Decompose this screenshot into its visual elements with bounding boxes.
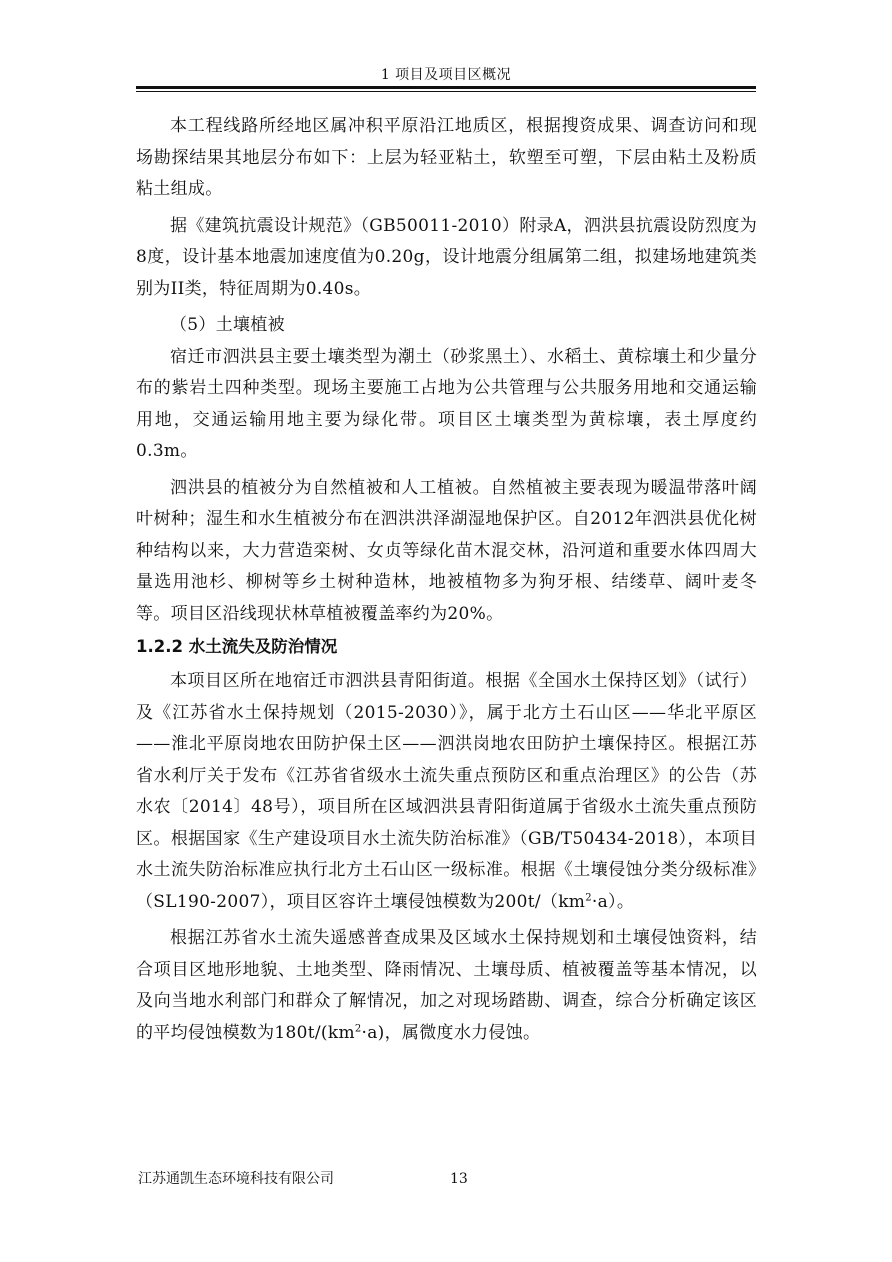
section-heading-text: 1.2.2 水土流失及防治情况 bbox=[136, 637, 338, 656]
header-rule-thin bbox=[136, 91, 756, 92]
superscript-2: 2 bbox=[354, 1022, 362, 1034]
superscript-2: 2 bbox=[585, 891, 592, 903]
paragraph-geology: 本工程线路所经地区属冲积平原沿江地质区，根据搜资成果、调查访问和现场勘探结果其地层分布如下：上层为轻亚粘土，软塑至可塑，下层由粘土及粉质粘土组成。 bbox=[136, 116, 757, 199]
paragraph-seismic: 据《建筑抗震设计规范》（GB50011-2010）附录A，泗洪县抗震设防烈度为8度，设计基本地震加速度值为0.20g，设计地震分组属第二组，拟建场地建筑类别为II类，特征周期为0.40s。 bbox=[136, 215, 757, 299]
paragraph-erosion-modulus bbox=[136, 923, 757, 1049]
paragraph-erosion-zoning bbox=[136, 666, 757, 918]
section-heading-soil-erosion bbox=[136, 634, 757, 660]
footer-company-name: 江苏通凯生态环境科技有限公司 bbox=[138, 1171, 334, 1187]
header-rule-thick bbox=[136, 86, 756, 89]
paragraph-vegetation: 泗洪县的植被分为自然植被和人工植被。自然植被主要表现为暖温带落叶阔叶树种；湿生和水生植被分布在泗洪洪泽湖湿地保护区。自2012年泗洪县优化树种结构以来，大力营造栾树、女贞等绿化苗木混交林，沿河道和重要水体四周大量选用池杉、柳树等乡土树种造林，地被植物多为狗牙根、结缕草、阔叶麦冬等。项目区沿线现状林草植被覆盖率约为20%。 bbox=[136, 477, 757, 624]
chapter-header-title: 1 项目及项目区概况 bbox=[380, 67, 512, 83]
paragraph-erosion-modulus-tail: ·a)，属微度水力侵蚀。 bbox=[361, 1022, 541, 1043]
paragraph-erosion-zoning-text: 本项目区所在地宿迁市泗洪县青阳街道。根据《全国水土保持区划》（试行）及《江苏省水土保持规划（2015-2030）》，属于北方土石山区——华北平原区——淮北平原岗地农田防护保土区——泗洪岗地农田防护土壤保持区。根据江苏省水利厅关于发布《江苏省省级水土流失重点预防区和重点治理区》的公告（苏水农〔2014〕48号），项目所在区域泗洪县青阳街道属于省级水土流失重点预防区。根据国家《生产建设项目水土流失防治标准》（GB/T50434-2018），本项目水土流失防治标准应执行北方土石山区一级标准。根据《土壤侵蚀分类分级标准》（SL190-2007），项目区容许土壤侵蚀模数为200t/（km bbox=[136, 671, 757, 912]
subheading-soil-vegetation: （5）土壤植被 bbox=[170, 315, 285, 335]
paragraph-erosion-zoning-tail: ·a）。 bbox=[591, 891, 635, 912]
footer-page-number: 13 bbox=[450, 1171, 468, 1187]
paragraph-soil: 宿迁市泗洪县主要土壤类型为潮土（砂浆黑土）、水稻土、黄棕壤土和少量分布的紫岩土四种类型。现场主要施工占地为公共管理与公共服务用地和交通运输用地，交通运输用地主要为绿化带。项目区土壤类型为黄棕壤，表土厚度约0.3m。 bbox=[136, 346, 757, 461]
paragraph-erosion-modulus-text: 根据江苏省水土流失遥感普查成果及区域水土保持规划和土壤侵蚀资料，结合项目区地形地貌、土地类型、降雨情况、土壤母质、植被覆盖等基本情况，以及向当地水利部门和群众了解情况，加之对现场踏勘、调查，综合分析确定该区的平均侵蚀模数为180t/(km bbox=[136, 928, 757, 1043]
document-body bbox=[136, 111, 757, 1049]
